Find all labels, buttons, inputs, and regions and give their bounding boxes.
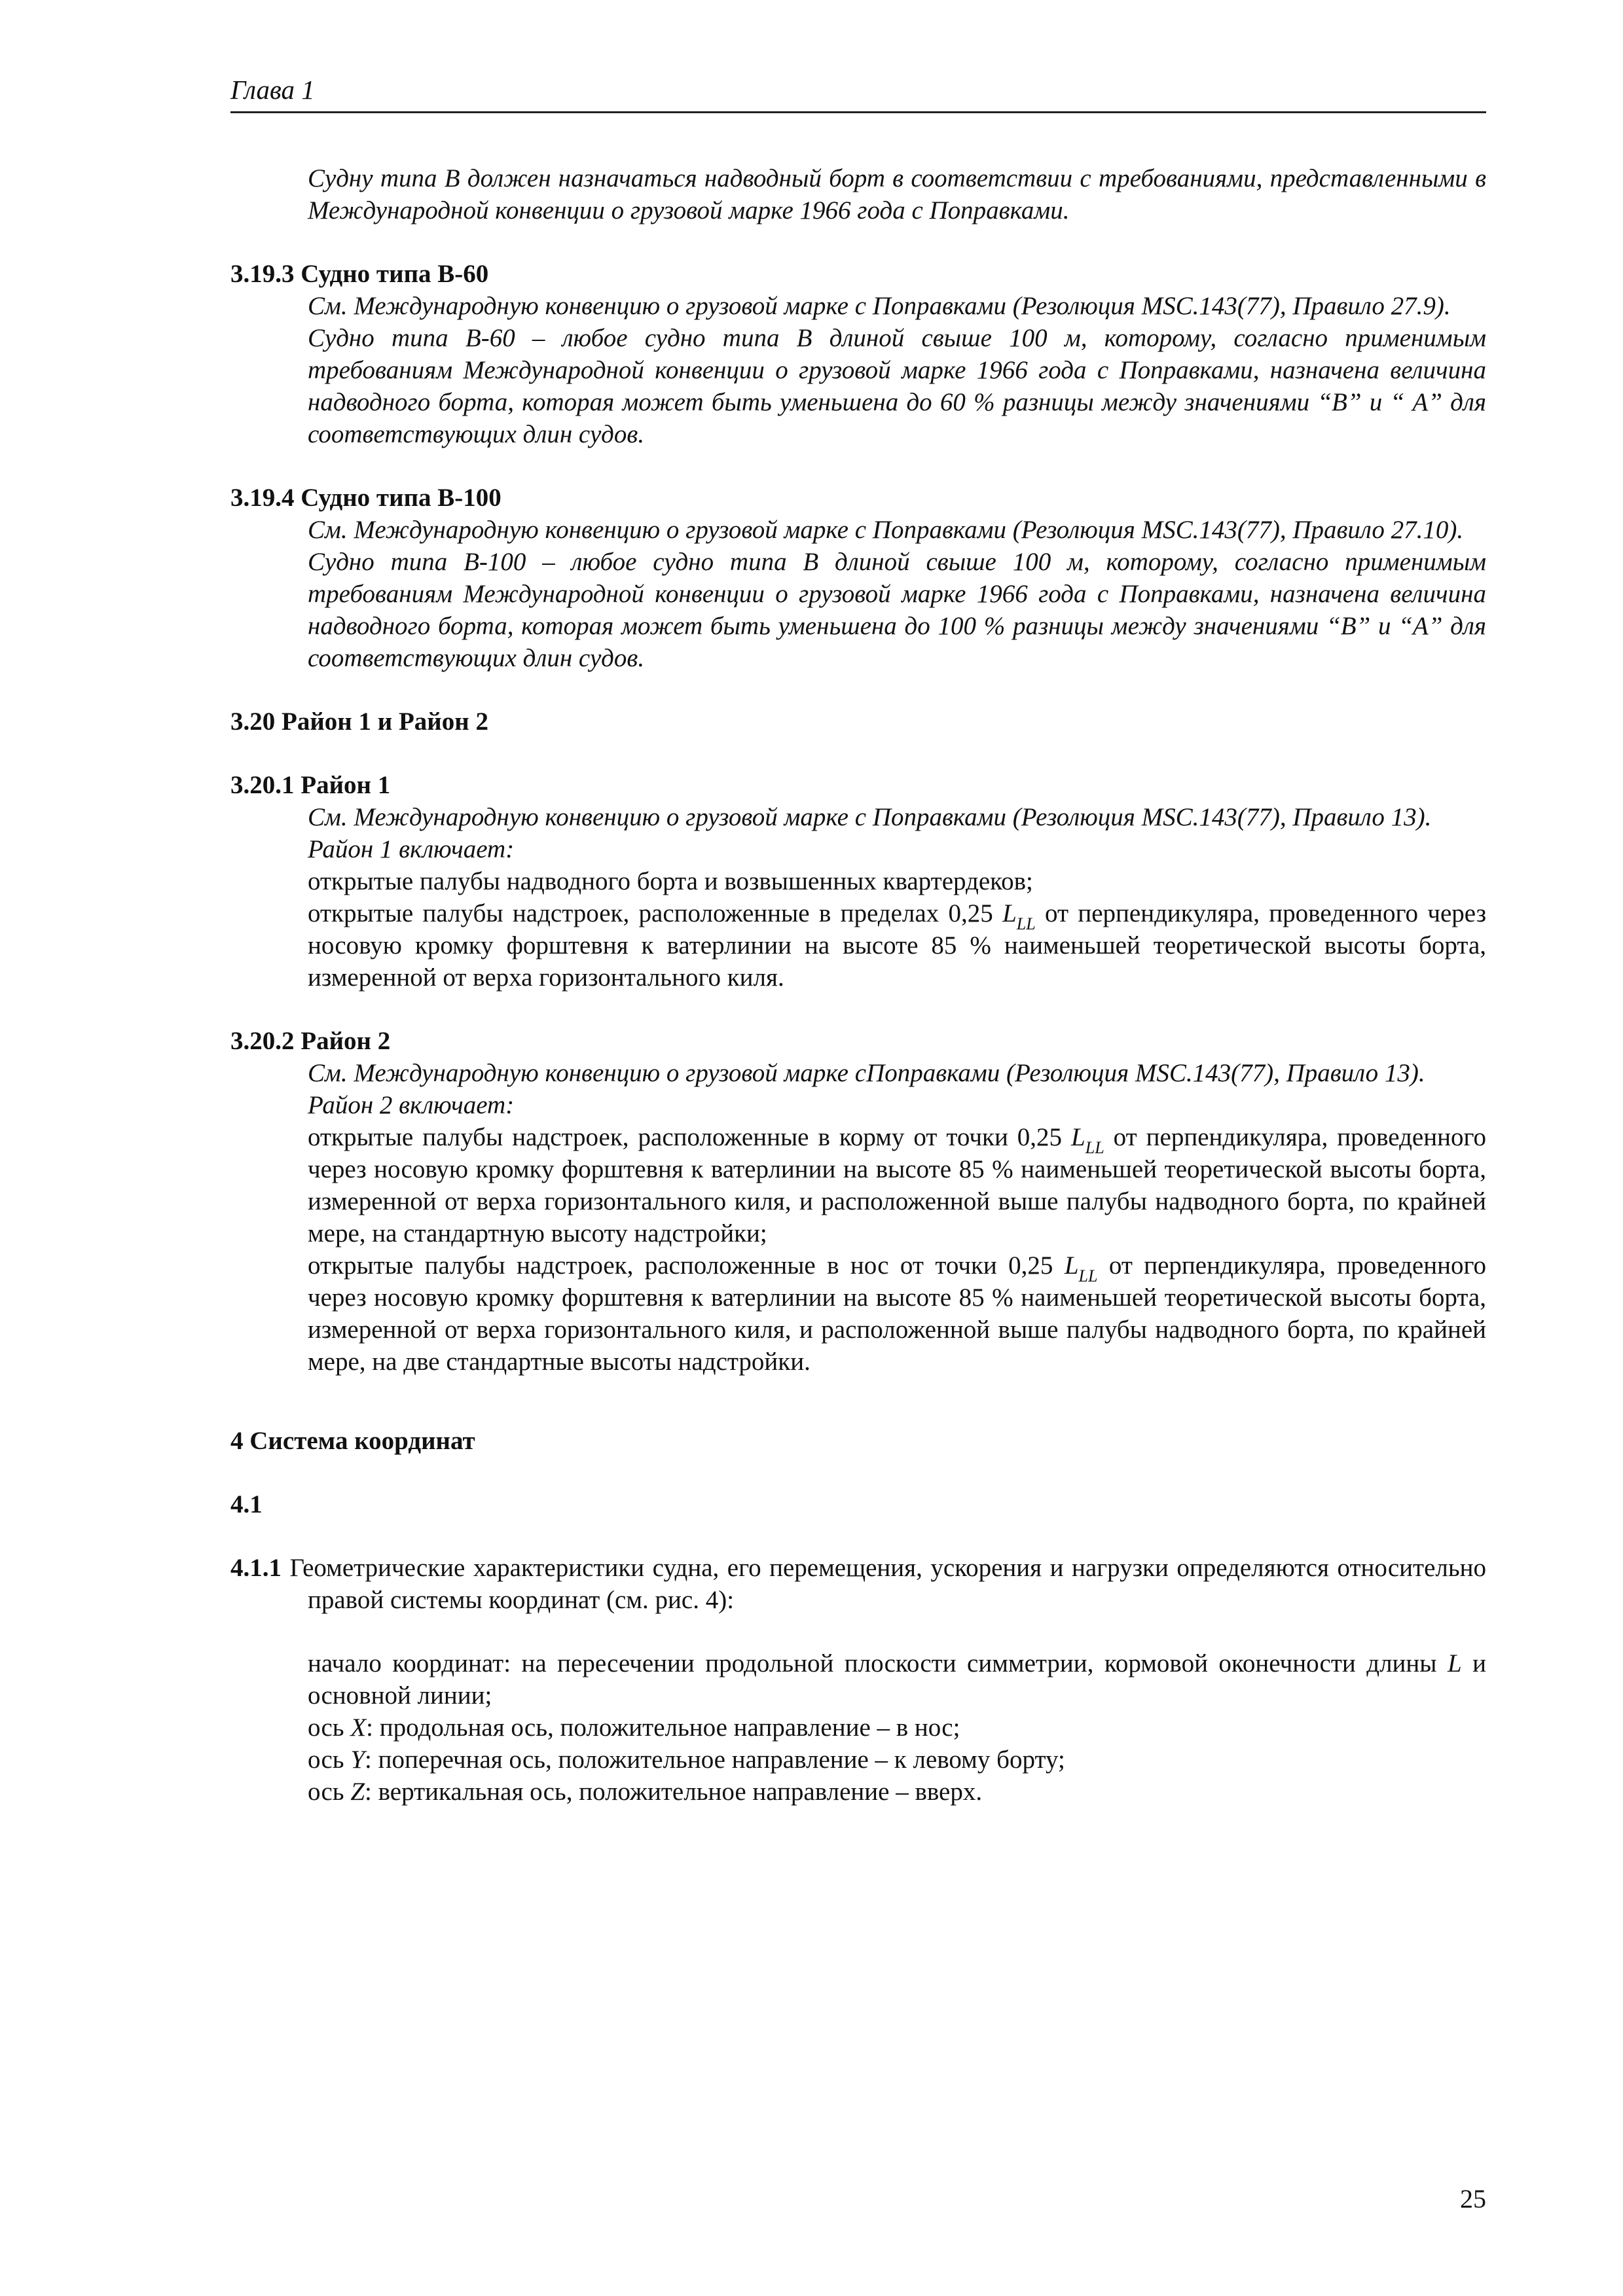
definition-paragraph: Судно типа В-60 – любое судно типа В длиной свыше 100 м, которому, согласно применимым требованиям Международной конвенции о грузовой марке 1966 года с Поправками, назначена величина надводного борта, которая может быть уменьшена до 60 % разницы между значениями “B” и “ A” для соответствующих длин судов.: [308, 324, 1486, 448]
paragraph-number: 4.1.1: [230, 1554, 282, 1582]
section-3-19-3: [230, 258, 1486, 450]
coordinate-definitions: [230, 1647, 1486, 1808]
list-item: открытые палубы надстроек, расположенные в нос от точки 0,25 $L_{LL}$ от перпендикуляра, проведенного через носовую кромку форштевня к ватерлинии на высоте 85 % наименьшей теоретической высоты борта, измеренной от верха горизонтального киля, и расположенной выше палубы надводного борта, по крайней мере, на две стандартные высоты надстройки.: [308, 1251, 1486, 1376]
section-3-20: [230, 706, 1486, 738]
reference-paragraph: См. Международную конвенцию о грузовой марке с Поправками (Резолюция MSC.143(77), Правило 27.10).: [308, 516, 1464, 544]
list-item: ось Y: поперечная ось, положительное направление – к левому борту;: [308, 1746, 1065, 1774]
reference-paragraph: См. Международную конвенцию о грузовой марке с Поправками (Резолюция MSC.143(77), Правило 13).: [308, 803, 1432, 831]
section-3-20-2: [230, 1025, 1486, 1378]
section-heading: 4 Система координат: [230, 1427, 475, 1455]
list-item: ось X: продольная ось, положительное направление – в нос;: [308, 1713, 960, 1742]
section-heading: 3.20.1 Район 1: [230, 771, 391, 799]
page-body: [230, 162, 1486, 1808]
list-item: открытые палубы надстроек, расположенные в корму от точки 0,25 $L_{LL}$ от перпендикуляра, проведенного через носовую кромку форштевня к ватерлинии на высоте 85 % наименьшей теоретической высоты борта, измеренной от верха горизонтального киля, и расположенной выше палубы надводного борта, по крайней мере, на стандартную высоту надстройки;: [308, 1123, 1486, 1247]
section-4: [230, 1425, 1486, 1808]
subsection-heading: 4.1: [230, 1490, 263, 1518]
section-3-20-1: [230, 769, 1486, 994]
chapter-title: Глава 1: [230, 75, 315, 105]
includes-label: Район 1 включает:: [308, 835, 515, 863]
section-heading: 3.19.4 Судно типа В-100: [230, 484, 501, 512]
reference-paragraph: См. Международную конвенцию о грузовой марке с Поправками (Резолюция MSC.143(77), Правило 27.9).: [308, 292, 1451, 320]
running-header: [230, 73, 1486, 113]
list-item: ось Z: вертикальная ось, положительное направление – вверх.: [308, 1778, 983, 1806]
section-3-19-4: [230, 482, 1486, 674]
ll-symbol: $L_{LL}$: [1064, 1251, 1098, 1285]
paragraph-4-1-1: 4.1.1 Геометрические характеристики судна, его перемещения, ускорения и нагрузки определяются относительно правой системы координат (см. рис. 4):: [230, 1554, 1486, 1614]
section-heading: 3.20.2 Район 2: [230, 1027, 391, 1055]
section-heading: 3.20 Район 1 и Район 2: [230, 708, 488, 736]
page-number: 25: [1460, 2184, 1486, 2214]
intro-paragraph: Судну типа В должен назначаться надводный борт в соответствии с требованиями, представленными в Международной конвенции о грузовой марке 1966 года с Поправками.: [308, 164, 1486, 224]
reference-paragraph: См. Международную конвенцию о грузовой марке сПоправками (Резолюция MSC.143(77), Правило 13).: [308, 1059, 1425, 1087]
includes-label: Район 2 включает:: [308, 1091, 515, 1119]
ll-symbol: $L_{LL}$: [1002, 899, 1036, 933]
definition-paragraph: Судно типа В-100 – любое судно типа В длиной свыше 100 м, которому, согласно применимым требованиям Международной конвенции о грузовой марке 1966 года с Поправками, назначена величина надводного борта, которая может быть уменьшена до 100 % разницы между значениями “B” и “A” для соответствующих длин судов.: [308, 548, 1486, 672]
ll-symbol: $L_{LL}$: [1071, 1123, 1104, 1157]
list-item: открытые палубы надстроек, расположенные в пределах 0,25 $L_{LL}$ от перпендикуляра, проведенного через носовую кромку форштевня к ватерлинии на высоте 85 % наименьшей теоретической высоты борта, измеренной от верха горизонтального киля.: [308, 899, 1486, 992]
list-item: начало координат: на пересечении продольной плоскости симметрии, кормовой оконечности длины L и основной линии;: [308, 1649, 1486, 1710]
section-heading: 3.19.3 Судно типа В-60: [230, 260, 489, 288]
list-item: открытые палубы надводного борта и возвышенных квартердеков;: [308, 867, 1033, 895]
